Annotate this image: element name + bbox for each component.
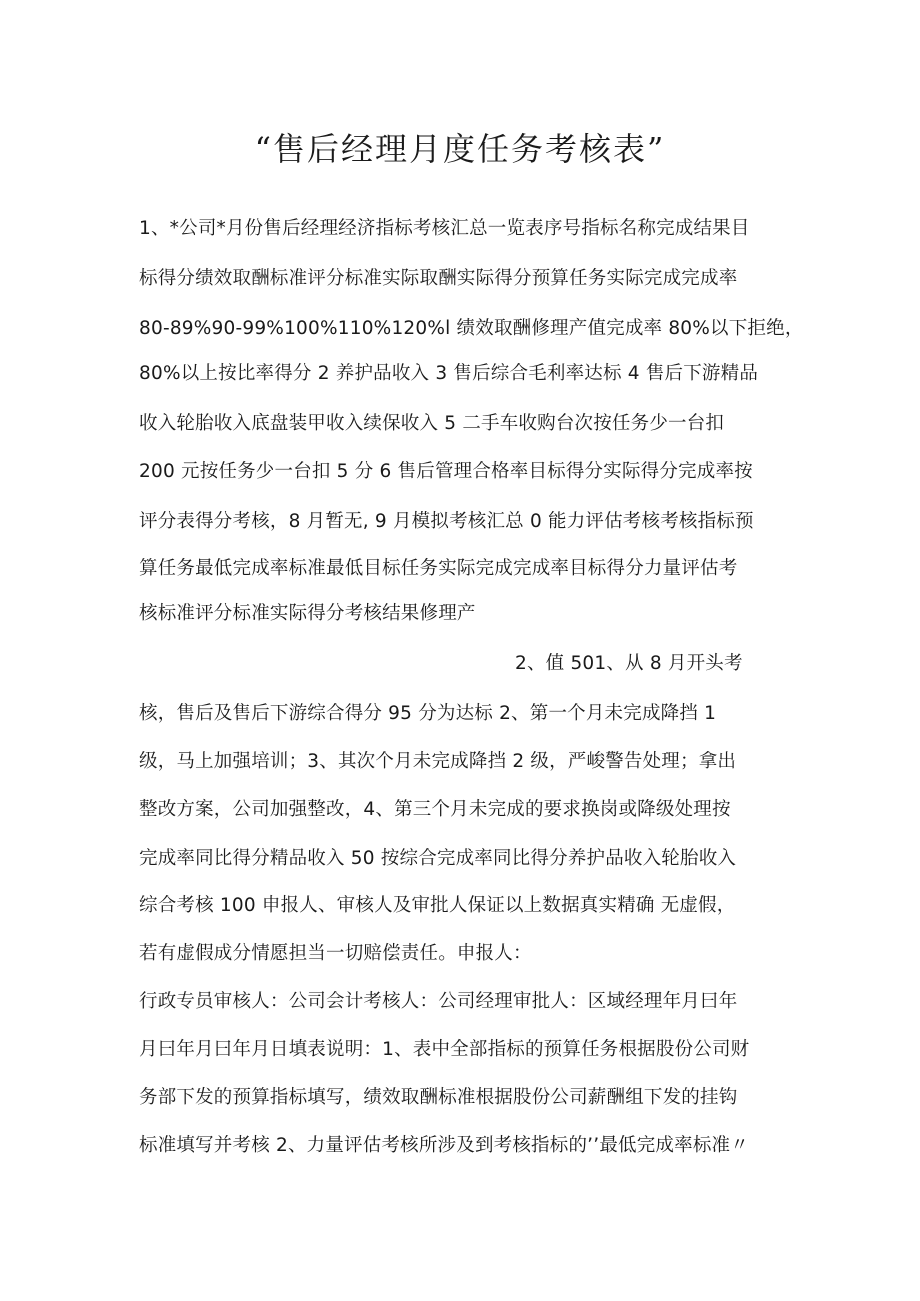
- body-line: 整改方案，公司加强整改，4、第三个月未完成的要求换岗或降级处理按: [139, 799, 731, 820]
- body-line: 80%以上按比率得分 2 养护品收入 3 售后综合毛利率达标 4 售后下游精品: [139, 363, 759, 384]
- body-line: 1、*公司*月份售后经理经济指标考核汇总一览表序号指标名称完成结果目: [139, 218, 750, 239]
- document-title: “售后经理月度任务考核表”: [254, 130, 666, 168]
- body-line: 200 元按任务少一台扣 5 分 6 售后管理合格率目标得分实际得分完成率按: [139, 461, 753, 482]
- body-line: 行政专员审核人：公司会计考核人：公司经理审批人：区域经理年月曰年: [139, 991, 738, 1012]
- body-line: 若有虚假成分情愿担当一切赔偿责任。申报人：: [139, 943, 532, 964]
- body-line: 2、值 501、从 8 月开头考: [515, 653, 743, 674]
- body-line: 综合考核 100 申报人、审核人及审批人保证以上数据真实精确 无虚假，: [139, 895, 736, 916]
- body-line: 级，马上加强培训；3、其次个月未完成降挡 2 级，严峻警告处理；拿出: [139, 751, 737, 772]
- body-line: 标准填写并考核 2、力量评估考核所涉及到考核指标的’’最低完成率标准〃: [139, 1135, 749, 1156]
- body-line: 评分表得分考核，8 月暂无, 9 月模拟考核汇总 0 能力评估考核考核指标预: [139, 511, 754, 532]
- body-line: 核标准评分标准实际得分考核结果修理产: [139, 603, 476, 624]
- body-line: 算任务最低完成率标准最低目标任务实际完成完成率目标得分力量评估考: [139, 558, 738, 579]
- body-line: 月曰年月曰年月日填表说明：1、表中全部指标的预算任务根据股份公司财: [139, 1039, 750, 1060]
- body-line: 核，售后及售后下游综合得分 95 分为达标 2、第一个月未完成降挡 1: [139, 703, 717, 724]
- body-line: 80-89%90-99%100%110%120%l 绩效取酬修理产值完成率 80%以下拒绝，: [139, 318, 804, 339]
- body-line: 收入轮胎收入底盘装甲收入续保收入 5 二手车收购台次按任务少一台扣: [139, 413, 725, 434]
- body-line: 完成率同比得分精品收入 50 按综合完成率同比得分养护品收入轮胎收入: [139, 848, 737, 869]
- body-line: 务部下发的预算指标填写，绩效取酬标准根据股份公司薪酬组下发的挂钩: [139, 1087, 738, 1108]
- body-line: 标得分绩效取酬标准评分标准实际取酬实际得分预算任务实际完成完成率: [139, 268, 738, 289]
